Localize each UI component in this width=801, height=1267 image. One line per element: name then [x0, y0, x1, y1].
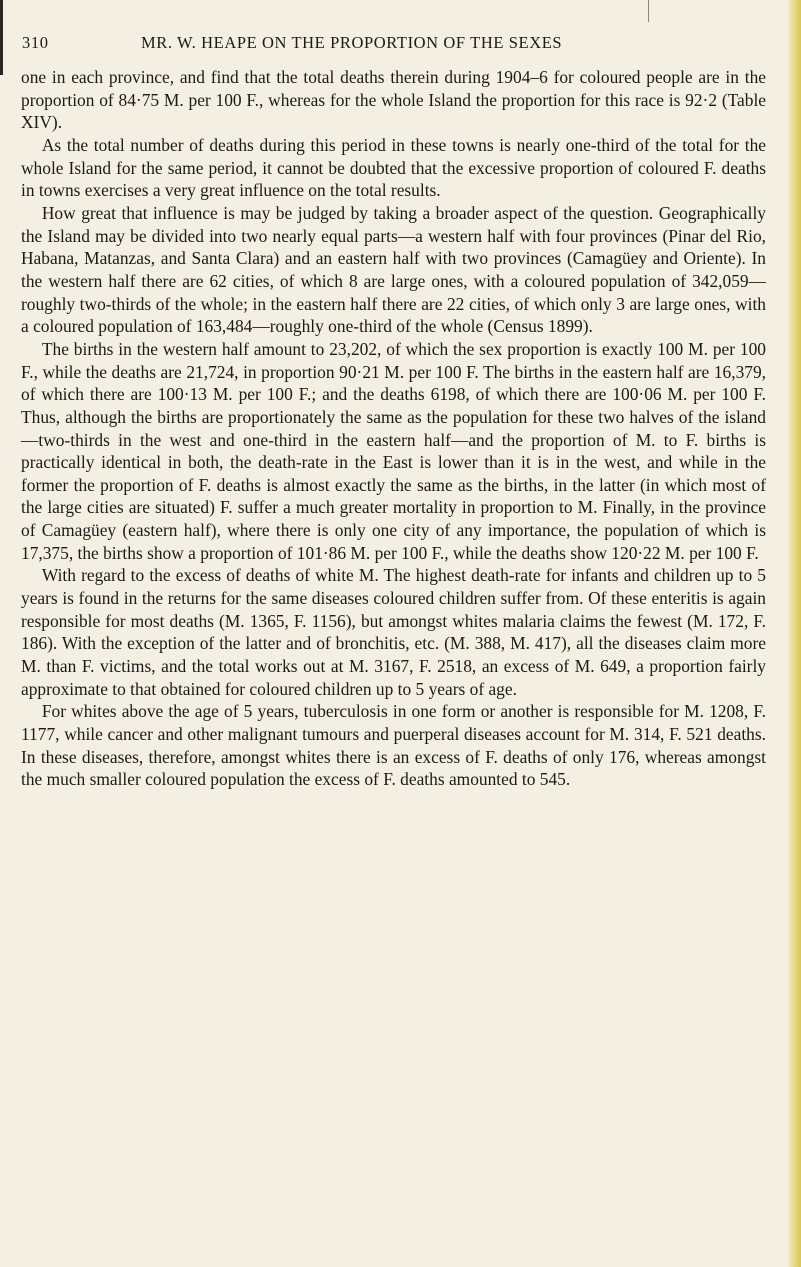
paragraph: With regard to the excess of deaths of white M. The highest death-rate for infants and children up to 5 years is found in the returns for the same diseases coloured children suffer from. Of these enteritis is again responsible for most deaths (M. 1365, F. 1156), but amongst whites malaria claims the fewest (M. 172, F. 186). With the exception of the latter and of bronchitis, etc. (M. 388, M. 417), all the diseases claim more M. than F. victims, and the total works out at M. 3167, F. 2518, an excess of M. 649, a proportion fairly approximate to that obtained for coloured children up to 5 years of age.: [21, 565, 766, 699]
paragraph: How great that influence is may be judged by taking a broader aspect of the question. Geographically the Island may be divided into two nearly equal parts—a western half with four provinces (Pinar del Rio, Habana, Matanzas, and Santa Clara) and an eastern half with two provinces (Camagüey and Oriente). In the western half there are 62 cities, of which 8 are large ones, with a coloured population of 342,059—roughly two-thirds of the whole; in the eastern half there are 22 cities, of which only 3 are large ones, with a coloured population of 163,484—roughly one-third of the whole (Census 1899).: [21, 202, 766, 337]
paragraph: For whites above the age of 5 years, tuberculosis in one form or another is responsible for M. 1208, F. 1177, while cancer and other malignant tumours and puerperal diseases account for M. 314, F. 521 deaths. In these diseases, therefore, amongst whites there is an excess of F. deaths of only 176, whereas amongst the much smaller coloured population the excess of F. deaths amounted to 545.: [21, 701, 766, 790]
page-number: 310: [22, 33, 49, 52]
page-edge-rule: [0, 0, 3, 75]
running-header: [22, 33, 767, 59]
page-edge-discoloration: [787, 0, 801, 1267]
body-text: [21, 66, 766, 791]
paragraph: one in each province, and find that the total deaths therein during 1904–6 for coloured people are in the proportion of 84·75 M. per 100 F., whereas for the whole Island the proportion for this race is 92·2 (Table XIV).: [21, 67, 766, 133]
paragraph: The births in the western half amount to 23,202, of which the sex proportion is exactly 100 M. per 100 F., while the deaths are 21,724, in proportion 90·21 M. per 100 F. The births in the eastern half are 16,379, of which there are 100·13 M. per 100 F.; and the deaths 6198, of which there are 100·06 M. per 100 F. Thus, although the births are proportionately the same as the population for these two halves of the island—two-thirds in the west and one-third in the eastern half—and the proportion of M. to F. births is practically identical in both, the death-rate in the East is lower than it is in the west, and while in the former the proportion of F. deaths is almost exactly the same as the births, in the latter (in which most of the large cities are situated) F. suffer a much greater mortality in proportion to M. Finally, in the province of Camagüey (eastern half), where there is only one city of any importance, the population of which is 17,375, the births show a proportion of 101·86 M. per 100 F., while the deaths show 120·22 M. per 100 F.: [21, 338, 766, 563]
page-edge-mark: [648, 0, 649, 22]
paragraph: As the total number of deaths during this period in these towns is nearly one-third of the total for the whole Island for the same period, it cannot be doubted that the excessive proportion of coloured F. deaths in towns exercises a very great influence on the total results.: [21, 134, 766, 201]
running-title: MR. W. HEAPE ON THE PROPORTION OF THE SEXES: [141, 33, 563, 52]
